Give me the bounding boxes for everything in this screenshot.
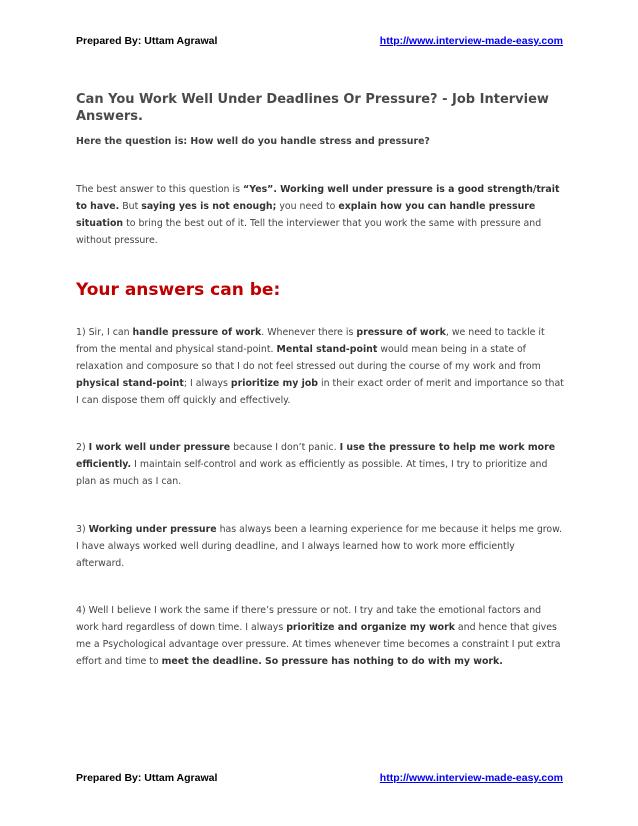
answer-1-bold: prioritize my job <box>230 378 319 389</box>
intro-bold-3: explain how you can handle pressure situation <box>76 201 536 229</box>
answer-2-bold: I work well under pressure <box>88 442 231 453</box>
answer-1-bold: physical stand-point <box>76 378 184 389</box>
intro-bold-1: “Yes”. Working well under pressure is a good strength/trait to have. <box>76 184 560 212</box>
page-header <box>76 35 563 47</box>
page-footer <box>76 772 563 784</box>
intro-text-2: But <box>119 201 142 212</box>
answer-4 <box>76 602 566 670</box>
answer-3-text: has always been a learning experience for me because it helps me grow. I have always worked well during deadline, and I always learned how to work more efficiently afterward. <box>76 524 562 569</box>
document-body <box>76 91 566 670</box>
intro-text-1: The best answer to this question is <box>76 184 243 195</box>
answer-4-bold: meet the deadline. So pressure has nothing to do with my work. <box>161 656 503 667</box>
answer-1-text: . Whenever there is <box>261 327 357 338</box>
answer-1-text: in their exact order of merit and importance so that I can dispose them off quickly and effectively. <box>76 378 564 406</box>
intro-text-4: to bring the best out of it. Tell the interviewer that you work the same with pressure and without pressure. <box>76 218 542 246</box>
answers-heading: Your answers can be: <box>76 280 281 300</box>
answer-2 <box>76 439 566 490</box>
header-link[interactable]: http://www.interview-made-easy.com <box>379 35 563 47</box>
answer-1-text: would mean being in a state of relaxation and composure so that I do not feel stressed out during the course of my work and from <box>76 344 541 372</box>
answer-1-text: 1) Sir, I can <box>76 327 133 338</box>
intro-text-3: you need to <box>276 201 339 212</box>
answer-1-text: ; I always <box>183 378 231 389</box>
answer-1 <box>76 324 566 409</box>
answer-3 <box>76 521 566 572</box>
answer-2-text: I maintain self-control and work as efficiently as possible. At times, I try to prioritize and plan as much as I can. <box>76 459 548 487</box>
answer-1-bold: Mental stand-point <box>276 344 378 355</box>
answer-1-bold: pressure of work <box>356 327 446 338</box>
answer-4-bold: prioritize and organize my work <box>286 622 455 633</box>
answer-2-text: 2) <box>76 442 89 453</box>
intro-bold-2: saying yes is not enough; <box>141 201 277 212</box>
answer-4-text: 4) Well I believe I work the same if there’s pressure or not. I try and take the emotional factors and work hard regardless of down time. I always <box>76 605 542 633</box>
answer-3-text: 3) <box>76 524 89 535</box>
answer-1-text: , we need to tackle it from the mental and physical stand-point. <box>76 327 545 355</box>
answer-3-bold: Working under pressure <box>88 524 217 535</box>
footer-author: Prepared By: Uttam Agrawal <box>76 772 218 784</box>
intro-paragraph <box>76 181 566 249</box>
header-author: Prepared By: Uttam Agrawal <box>76 35 218 47</box>
answer-2-bold: I use the pressure to help me work more efficiently. <box>76 442 556 470</box>
answer-2-text: because I don’t panic. <box>230 442 340 453</box>
page-title: Can You Work Well Under Deadlines Or Pressure? - Job Interview Answers. <box>76 92 549 124</box>
question-line: Here the question is: How well do you handle stress and pressure? <box>76 136 430 147</box>
answer-4-text: and hence that gives me a Psychological advantage over pressure. At times whenever time becomes a constraint I put extra effort and time to <box>76 622 561 667</box>
answer-1-bold: handle pressure of work <box>132 327 262 338</box>
footer-link[interactable]: http://www.interview-made-easy.com <box>379 772 563 784</box>
